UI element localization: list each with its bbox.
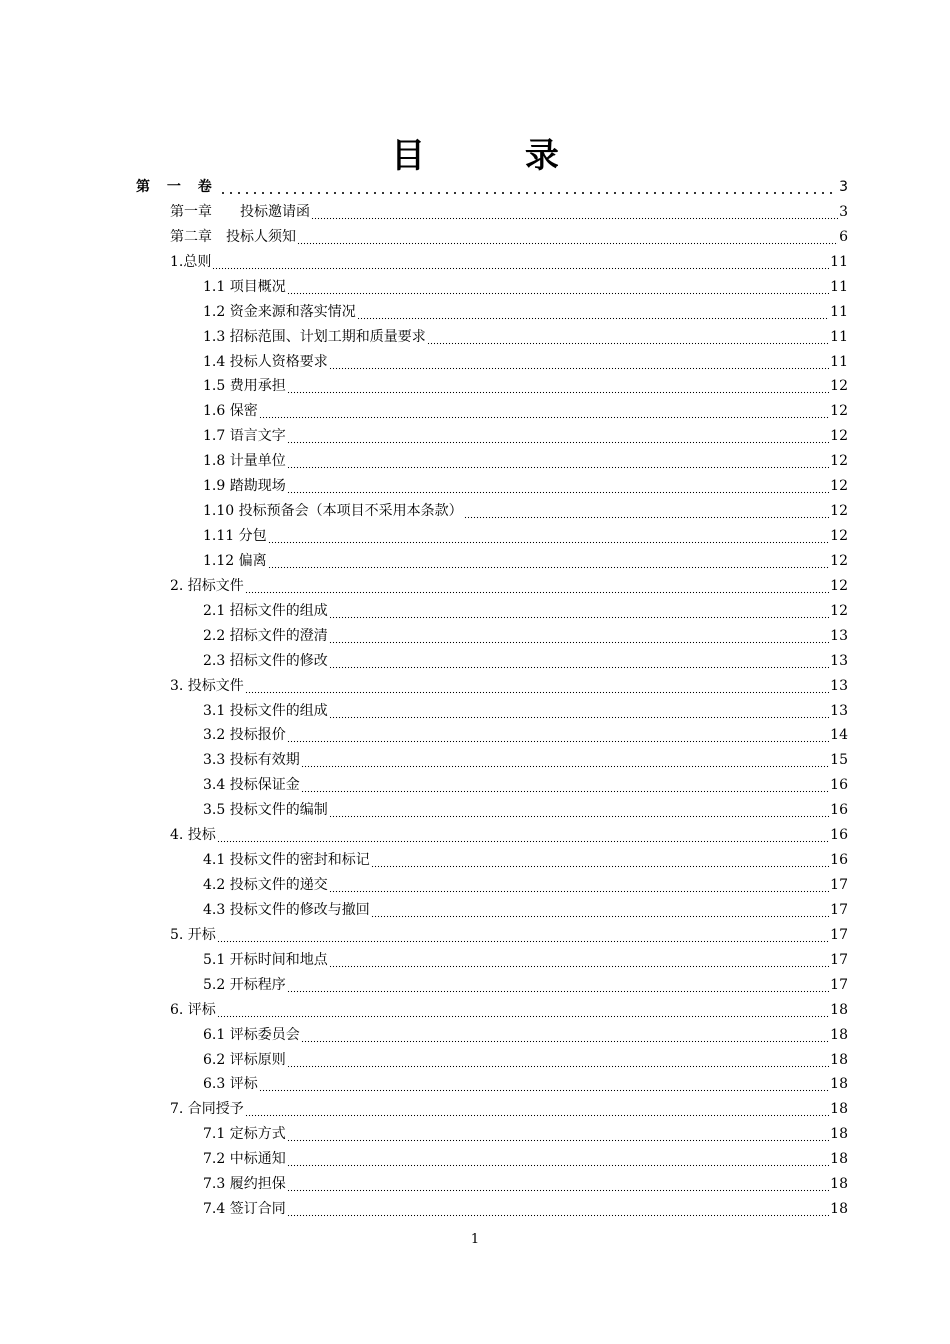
toc-entry-title: 5.1 开标时间和地点 [203, 952, 328, 968]
toc-entry-page: 12 [830, 378, 848, 394]
toc-dot-leader [245, 576, 829, 596]
toc-dot-leader [287, 376, 829, 396]
toc-entry-page: 14 [830, 727, 848, 743]
toc-entry[interactable] [203, 725, 848, 745]
toc-entry-title: 5. 开标 [170, 927, 216, 943]
toc-entry-page: 11 [830, 329, 848, 345]
toc-dot-leader [297, 227, 838, 247]
toc-dot-leader [212, 252, 829, 272]
toc-dot-leader [268, 526, 830, 546]
toc-dot-leader [268, 551, 830, 571]
toc-dot-leader [311, 202, 838, 222]
toc-entry-page: 11 [830, 304, 848, 320]
toc-dot-leader [287, 426, 829, 446]
toc-entry-title: 第一章 投标邀请函 [170, 204, 310, 220]
toc-entry-page: 18 [830, 1052, 848, 1068]
toc-entry-title: 2.3 招标文件的修改 [203, 653, 328, 669]
toc-entry-page: 12 [830, 528, 848, 544]
toc-dot-leader [371, 850, 829, 870]
toc-dot-leader [329, 601, 829, 621]
toc-entry-page: 18 [830, 1002, 848, 1018]
toc-entry[interactable] [170, 825, 848, 845]
toc-entry-title: 1.2 资金来源和落实情况 [203, 304, 356, 320]
toc-entry[interactable] [170, 925, 848, 945]
toc-entry[interactable] [203, 1174, 848, 1194]
toc-entry-title: 7.3 履约担保 [203, 1176, 286, 1192]
toc-entry[interactable] [203, 601, 848, 621]
toc-entry-page: 13 [830, 628, 848, 644]
toc-entry-title: 3.3 投标有效期 [203, 752, 300, 768]
toc-entry-page: 18 [830, 1027, 848, 1043]
toc-dot-leader [287, 1124, 829, 1144]
toc-entry[interactable] [203, 800, 848, 820]
toc-entry-page: 13 [830, 678, 848, 694]
toc-entry-page: 11 [830, 279, 848, 295]
toc-entry[interactable] [203, 975, 848, 995]
toc-dot-leader [287, 1149, 829, 1169]
page-title: 目 录 [391, 136, 603, 176]
toc-dot-leader [301, 750, 829, 770]
toc-entry-page: 12 [830, 553, 848, 569]
toc-entry[interactable] [203, 1025, 848, 1045]
toc-entry[interactable] [203, 526, 848, 546]
toc-entry[interactable] [170, 227, 848, 247]
toc-entry[interactable] [170, 1000, 848, 1020]
toc-entry[interactable] [203, 900, 848, 920]
toc-entry-title: 4. 投标 [170, 827, 216, 843]
toc-entry-title: 第 一 卷 [136, 179, 218, 195]
toc-entry-title: 1.总则 [170, 254, 212, 270]
toc-dot-leader [329, 800, 829, 820]
toc-entry[interactable] [203, 551, 848, 571]
toc-entry-title: 1.3 招标范围、计划工期和质量要求 [203, 329, 426, 345]
toc-entry-page: 18 [830, 1076, 848, 1092]
toc-entry-page: 13 [830, 703, 848, 719]
toc-entry[interactable] [203, 775, 848, 795]
toc-dot-leader [301, 775, 829, 795]
toc-entry[interactable] [203, 701, 848, 721]
toc-entry-title: 第二章 投标人须知 [170, 229, 296, 245]
toc-entry[interactable] [203, 850, 848, 870]
toc-entry-title: 6. 评标 [170, 1002, 216, 1018]
toc-entry[interactable] [203, 875, 848, 895]
toc-entry-title: 3.4 投标保证金 [203, 777, 300, 793]
toc-entry-title: 2. 招标文件 [170, 578, 244, 594]
toc-entry-page: 17 [830, 927, 848, 943]
toc-entry-title: 4.1 投标文件的密封和标记 [203, 852, 370, 868]
toc-dot-leader [329, 950, 829, 970]
toc-entry-page: 3 [839, 179, 848, 195]
toc-entry[interactable] [203, 750, 848, 770]
toc-entry-page: 17 [830, 952, 848, 968]
toc-dot-leader [301, 1025, 829, 1045]
toc-entry[interactable] [170, 576, 848, 596]
toc-entry[interactable] [203, 626, 848, 646]
toc-dot-leader [287, 476, 829, 496]
toc-entry-page: 18 [830, 1151, 848, 1167]
toc-entry-title: 6.3 评标 [203, 1076, 258, 1092]
toc-entry[interactable] [203, 950, 848, 970]
toc-entry[interactable] [170, 1099, 848, 1119]
toc-entry-title: 1.4 投标人资格要求 [203, 354, 328, 370]
toc-dot-leader [371, 900, 829, 920]
toc-entry[interactable] [203, 651, 848, 671]
toc-entry[interactable] [203, 1050, 848, 1070]
toc-entry-title: 1.8 计量单位 [203, 453, 286, 469]
toc-entry-page: 16 [830, 852, 848, 868]
toc-entry-page: 11 [830, 254, 848, 270]
toc-dot-leader [287, 1199, 829, 1219]
toc-entry-title: 3.5 投标文件的编制 [203, 802, 328, 818]
toc-dot-leader [329, 875, 829, 895]
toc-entry-title: 1.1 项目概况 [203, 279, 286, 295]
toc-entry-title: 3.1 投标文件的组成 [203, 703, 328, 719]
toc-dot-leader [287, 1050, 829, 1070]
toc-dot-leader [357, 302, 829, 322]
toc-dot-leader [287, 1174, 829, 1194]
toc-dot-leader [287, 725, 829, 745]
toc-entry-page: 12 [830, 503, 848, 519]
toc-entry-page: 17 [830, 877, 848, 893]
toc-entry-page: 3 [839, 204, 848, 220]
toc-entry-title: 1.9 踏勘现场 [203, 478, 286, 494]
toc-dot-leader [329, 651, 829, 671]
toc-entry[interactable] [203, 401, 848, 421]
toc-entry-page: 18 [830, 1101, 848, 1117]
toc-entry-title: 3.2 投标报价 [203, 727, 286, 743]
toc-entry[interactable] [203, 1199, 848, 1219]
toc-entry-page: 17 [830, 902, 848, 918]
toc-entry-page: 18 [830, 1126, 848, 1142]
toc-entry[interactable] [203, 1074, 848, 1094]
toc-entry[interactable] [203, 476, 848, 496]
toc-dot-leader [287, 975, 829, 995]
toc-dot-leader [217, 1000, 829, 1020]
toc-entry[interactable] [203, 352, 848, 372]
toc-entry-page: 18 [830, 1176, 848, 1192]
toc-entry-title: 1.11 分包 [203, 528, 267, 544]
toc-dot-leader [287, 451, 829, 471]
toc-entry-title: 6.2 评标原则 [203, 1052, 286, 1068]
toc-dot-leader [329, 352, 829, 372]
toc-entry-page: 12 [830, 603, 848, 619]
toc-dot-leader [464, 501, 830, 521]
toc-entry-page: 12 [830, 478, 848, 494]
toc-entry-title: 4.3 投标文件的修改与撤回 [203, 902, 370, 918]
toc-entry[interactable] [203, 302, 848, 322]
toc-entry-title: 2.2 招标文件的澄清 [203, 628, 328, 644]
toc-entry-page: 16 [830, 802, 848, 818]
toc-entry-title: 6.1 评标委员会 [203, 1027, 300, 1043]
toc-entry-page: 17 [830, 977, 848, 993]
toc-entry-page: 13 [830, 653, 848, 669]
toc-dot-leader [329, 701, 829, 721]
toc-entry-title: 7. 合同授予 [170, 1101, 244, 1117]
toc-entry[interactable] [203, 501, 848, 521]
page-number: 1 [470, 1232, 480, 1247]
toc-dot-leader [245, 1099, 829, 1119]
toc-entry-page: 6 [839, 229, 848, 245]
toc-entry-page: 16 [830, 777, 848, 793]
toc-entry-page: 15 [830, 752, 848, 768]
toc-entry-title: 7.4 签订合同 [203, 1201, 286, 1217]
toc-entry[interactable] [203, 1124, 848, 1144]
toc-entry-page: 11 [830, 354, 848, 370]
toc-entry[interactable] [170, 202, 848, 222]
toc-dot-leader [245, 676, 829, 696]
toc-dot-leader [219, 177, 838, 197]
toc-entry[interactable] [136, 177, 848, 197]
toc-dot-leader [259, 401, 829, 421]
toc-entry-page: 12 [830, 453, 848, 469]
toc-entry-title: 3. 投标文件 [170, 678, 244, 694]
toc-entry-page: 12 [830, 578, 848, 594]
toc-entry[interactable] [203, 376, 848, 396]
toc-entry-title: 4.2 投标文件的递交 [203, 877, 328, 893]
toc-dot-leader [217, 825, 829, 845]
toc-dot-leader [329, 626, 829, 646]
toc-entry-title: 5.2 开标程序 [203, 977, 286, 993]
toc-entry[interactable] [170, 252, 848, 272]
toc-entry-page: 18 [830, 1201, 848, 1217]
toc-entry-page: 12 [830, 403, 848, 419]
toc-entry-title: 1.5 费用承担 [203, 378, 286, 394]
toc-entry-title: 7.1 定标方式 [203, 1126, 286, 1142]
toc-dot-leader [259, 1074, 829, 1094]
toc-entry-page: 16 [830, 827, 848, 843]
toc-entry[interactable] [203, 277, 848, 297]
toc-entry[interactable] [203, 451, 848, 471]
toc-dot-leader [287, 277, 829, 297]
toc-dot-leader [217, 925, 829, 945]
toc-entry-title: 2.1 招标文件的组成 [203, 603, 328, 619]
toc-entry[interactable] [203, 426, 848, 446]
toc-dot-leader [427, 327, 829, 347]
toc-entry-page: 12 [830, 428, 848, 444]
toc-entry-title: 1.6 保密 [203, 403, 258, 419]
toc-entry-title: 1.10 投标预备会（本项目不采用本条款） [203, 503, 463, 519]
toc-entry[interactable] [170, 676, 848, 696]
toc-entry-title: 1.12 偏离 [203, 553, 267, 569]
toc-entry[interactable] [203, 1149, 848, 1169]
toc-entry-title: 7.2 中标通知 [203, 1151, 286, 1167]
toc-entry[interactable] [203, 327, 848, 347]
toc-entry-title: 1.7 语言文字 [203, 428, 286, 444]
